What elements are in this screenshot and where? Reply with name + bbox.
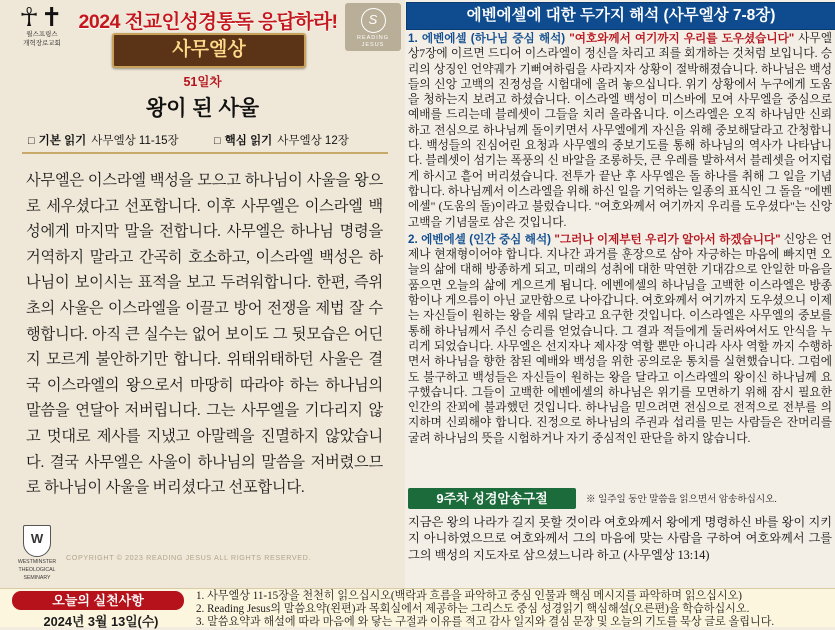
summary-body: 사무엘은 이스라엘 백성을 모으고 하나님이 사울을 왕으로 세우셨다고 선포합니다. 이후 사무엘은 이스라엘 백성에게 마지막 말을 전합니다. 사무엘은 하나님 명령을 거역하지 말라고 간곡히 호소하고, 이스라엘 백성은 하나님이 보이시는 표적을 보고 두려워합니다. 한편, 즉위 초의 사울은 이스라엘을 이끌고 방어 전쟁을 제법 잘 수행합니다. 아직 큰 실수는 없어 보이도 그 뒷모습은 어딘지 모르게 불안하기만 합니다. 위태위태하던 사울은 결국 이스라엘의 왕으로서 마땅히 따라야 하는 하나님의 말씀을 연달아 저버립니다. 그는 사무엘을 기다리지 않고 멋대로 제사를 지냈고 아말렉을 진멸하지 않았습니다. 결국 사무엘은 사울이 하나님의 말씀을 저버렸으므로 하나님이 사울을 버리셨다고 선포합니다.	[26, 172, 383, 497]
church-logo	[6, 4, 78, 50]
basic-reading	[28, 132, 179, 148]
copyright-text: COPYRIGHT © 2023 READING JESUS ALL RIGHTS RESERVED.	[66, 553, 312, 562]
basic-reading-value: 사무엘상 11-15장	[91, 135, 179, 147]
seminary-seal	[10, 525, 64, 582]
section-1-text: 사무엘상7장에 이르면 드디어 이스라엘이 정신을 차리고 죄를 회개하는 것처럼 보입니다. 승리의 상징인 언약궤가 기뻐여하림을 사라지자 상황이 절박해졌습니다. 하나님은 백성들의 신앙 고백의 진정성을 시험대에 올려 놓으십니다. 위기 상황에서 누구에게 도움을 청하는지 보려고 하셨습니다. 이스라엘 백성이 미스바에 모여 사무엘을 중심으로 예배를 드리는데 블레셋이 그들을 치러 올라옵니다. 이스라엘은 오직 하나님만 신뢰하고 전심으로 하나님께 돌이키면서 사무엘에게 자신을 위해 중보해달라고 간청합니다. 백성들의 진심어린 요청과 사무엘의 중보기도를 통해 하나님의 역사가 나타납니다. 블레셋이 섬기는 폭풍의 신 바알을 조롱하듯, 큰 우레를 발하셔서 블레셋을 어지럽게 하시고 흩어 버리셨습니다. 전투가 끝난 후 사무엘은 돌 하나를 취해 그 일을 기념합니다. 하나님께서 이스라엘을 위해 하신 일을 기억하는 일종의 표식인 그 돌을 "에벤에셀" (도움의 돌)이라고 불렀습니다. "여호와께서 여기까지 우리를 도우셨다"는 신앙 고백을 기념물로 삼은 것입니다.	[408, 32, 832, 229]
core-reading-value: 사무엘상 12장	[277, 135, 349, 147]
memory-verse-bar	[408, 488, 832, 509]
lesson-title: 왕이 된 사울	[145, 97, 260, 120]
checkbox-icon[interactable]: □	[28, 135, 35, 147]
practice-item: 3. 말씀요약과 해설에 따라 마음에 와 닿는 구절과 이유를 적고 감사 일지와 결심 문장 및 오늘의 기도를 묵상 글로 올립니다.	[196, 616, 775, 629]
church-cross-icon: ☥✝	[19, 2, 65, 32]
church-logo-line1: 윌스프링스	[26, 31, 58, 38]
footer-panel	[0, 588, 835, 627]
seal-line3: SEMINARY	[23, 575, 51, 582]
commentary-body	[408, 31, 832, 486]
badge-line2: JESUS	[361, 42, 385, 48]
section-2-heading: 2. 에벤에셀 (인간 중심 해석) "그러나 이제부턴 우리가 알아서 하겠습니다"	[408, 232, 781, 246]
commentary-header: 에벤에셀에 대한 두가지 해석 (사무엘상 7-8장)	[406, 2, 835, 30]
commentary-section-2	[408, 232, 832, 446]
practice-list	[196, 590, 832, 629]
practice-tab: 오늘의 실천사항	[12, 591, 184, 610]
book-name-banner: 사무엘상	[112, 33, 306, 68]
practice-item: 1. 사무엘상 11-15장을 천천히 읽으십시오(백락과 흐름을 파악하고 중심 인물과 핵심 메시지를 파악하며 읽으십시오)	[196, 590, 742, 602]
commentary-section-1	[408, 31, 832, 230]
practice-date: 2024년 3월 13일(수)	[43, 614, 159, 629]
seal-line1: WESTMINSTER	[17, 559, 57, 565]
memory-verse-tab: 9주차 성경암송구절	[408, 488, 576, 509]
practice-item: 2. Reading Jesus의 말씀요약(왼편)과 목회실에서 제공하는 그리스도 중심 성경읽기 핵심해설(오른편)을 학습하십시오.	[196, 603, 750, 616]
divider	[22, 152, 388, 154]
section-1-heading: 1. 에벤에셀 (하나님 중심 해석) "여호와께서 여기까지 우리를 도우셨습니다"	[408, 32, 795, 45]
reading-jesus-badge	[345, 3, 401, 51]
core-reading-label: 핵심 읽기	[224, 135, 273, 147]
page-title: 2024 전교인성경통독 응답하라!	[78, 11, 338, 33]
memory-verse-note: ※ 일주일 동안 말씀을 읽으면서 암송하십시오.	[586, 494, 777, 505]
memory-verse-text: 지금은 왕의 나라가 길지 못할 것이라 여호와께서 왕에게 명령하신 바를 왕이 지키지 아니하였으므로 여호와께서 그의 마음에 맞는 사람을 구하여 여호와께서 그를 그의 백성의 지도자로 삼으셨느니라 하고 (사무엘상 13:14)	[408, 515, 832, 562]
seal-line2: THEOLOGICAL	[18, 567, 56, 574]
section-2-text: 신앙은 언제나 현재형이어야 합니다. 지나간 과거를 훈장으로 삼아 자긍하는 마음에 빠지면 오늘의 삶에 대해 방종하게 되고, 미래의 성취에 대한 막연한 기대감으로 안일한 마음을 품으면 오늘의 삶에 게으르게 됩니다. 에벤에셀의 하나님을 고백한 이스라엘은 방종함이나 게으름이 아닌 교만함으로 나아갑니다. 여호와께서 여기까지 도우셨으니 이제는 자신들이 원하는 왕을 세워 달라고 요구한 것입니다. 이스라엘은 사무엘의 중보를 통해 하나님께서 주신 승리를 얻었습니다. 그 결과 적들에게 둘러싸여서도 안식을 누리게 되었습니다. 사무엘은 선지자나 제사장 역할 뿐만 아니라 사사 역할 까지 수행하면서 하나님을 향한 참된 예배와 백성을 위한 공의로운 통치를 실현했습니다. 그럼에도 불구하고 백성들은 자신들이 원하는 왕을 달라고 이스라엘의 왕이신 하나님께 요구했습니다. 그들이 고백한 에벤에셀의 하나님은 위기를 모면하기 위해 잠시 필요한 인간의 잔꾀에 불과했던 것입니다. 하나님을 믿으려면 전심으로 전적으로 전부를 의지하며 신뢰해야 합니다. 진정으로 하나님의 주권과 섭리를 믿는 사람들은 잔머리를 굴려 하나님의 뜻을 시험하거나 자기 중심적인 판단을 하지 않습니다.	[408, 232, 832, 445]
lesson-number: 51일차	[183, 75, 222, 89]
basic-reading-label: 기본 읽기	[38, 135, 87, 147]
core-reading	[214, 132, 349, 148]
shield-icon: W	[23, 525, 51, 557]
checkbox-icon[interactable]: □	[214, 135, 221, 147]
monogram-icon: S	[361, 8, 386, 33]
left-panel	[0, 0, 405, 588]
church-logo-line2: 개혁장로교회	[23, 39, 61, 47]
badge-line1: READING	[356, 35, 390, 41]
